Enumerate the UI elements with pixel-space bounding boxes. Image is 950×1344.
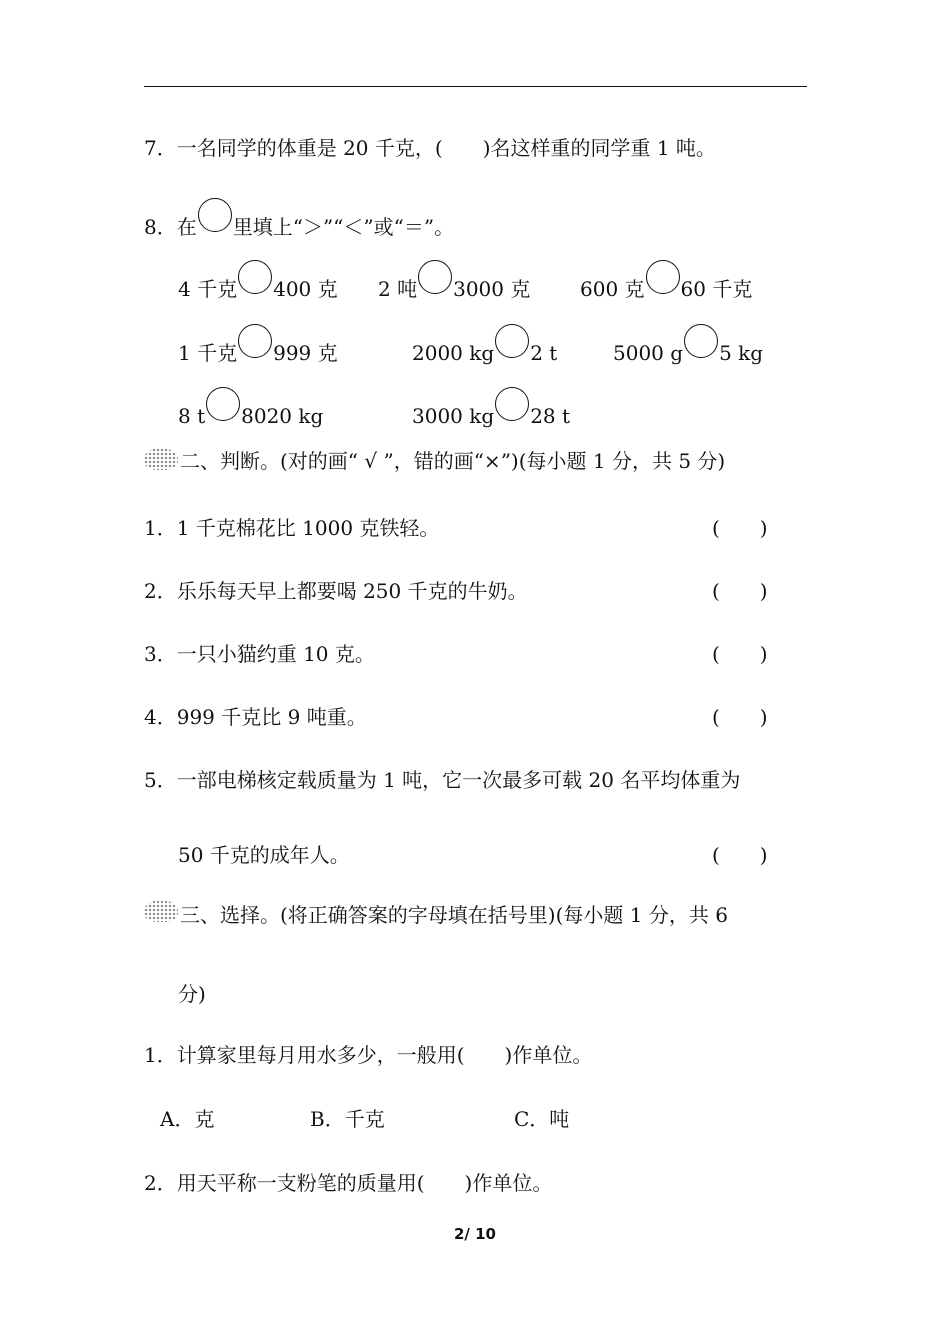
section-3-heading: 三、选择。(将正确答案的字母填在括号里)(每小题 1 分，共 6	[180, 903, 728, 927]
compare-item-3	[580, 260, 752, 302]
compare-right: 5 kg	[719, 341, 764, 365]
section-badge-icon	[144, 448, 178, 470]
compare-right: 8020 kg	[241, 404, 324, 428]
compare-circle-icon[interactable]	[238, 260, 272, 294]
compare-circle-icon[interactable]	[418, 260, 452, 294]
question-7: 7．一名同学的体重是 20 千克，( )名这样重的同学重 1 吨。	[144, 136, 716, 160]
compare-left: 5000 g	[613, 341, 684, 365]
answer-circle-icon	[198, 198, 232, 232]
compare-item-1	[178, 260, 338, 302]
compare-circle-icon[interactable]	[495, 387, 529, 421]
answer-paren[interactable]: ( )	[712, 642, 768, 666]
compare-circle-icon[interactable]	[646, 260, 680, 294]
compare-left: 1 千克	[178, 341, 238, 365]
compare-item-8	[412, 387, 570, 429]
compare-left: 600 克	[580, 277, 645, 301]
judge-item-5-cont: 50 千克的成年人。	[178, 843, 350, 867]
choice-question-1: 1．计算家里每月用水多少，一般用( )作单位。	[144, 1043, 593, 1067]
choice-question-2: 2．用天平称一支粉笔的质量用( )作单位。	[144, 1171, 553, 1195]
compare-item-7	[178, 387, 323, 429]
answer-paren[interactable]: ( )	[712, 516, 768, 540]
question-8-suffix: 里填上“＞”“＜”或“＝”。	[232, 215, 455, 239]
compare-circle-icon[interactable]	[684, 324, 718, 358]
answer-paren[interactable]: ( )	[712, 579, 768, 603]
compare-right: 28 t	[530, 404, 571, 428]
question-8	[144, 198, 454, 240]
option-b[interactable]: B．千克	[310, 1107, 385, 1131]
compare-left: 4 千克	[178, 277, 238, 301]
section-3-heading-cont: 分)	[178, 982, 206, 1006]
header-rule	[144, 86, 807, 87]
compare-right: 3000 克	[453, 277, 531, 301]
compare-left: 8 t	[178, 404, 206, 428]
page-number: 2/ 10	[453, 1225, 496, 1243]
judge-item-3: 3．一只小猫约重 10 克。	[144, 642, 375, 666]
compare-left: 2 吨	[378, 277, 418, 301]
compare-left: 3000 kg	[412, 404, 495, 428]
compare-item-2	[378, 260, 530, 302]
answer-paren[interactable]: ( )	[712, 705, 768, 729]
compare-right: 999 克	[273, 341, 338, 365]
question-8-prefix: 8．在	[144, 215, 197, 239]
compare-circle-icon[interactable]	[238, 324, 272, 358]
answer-paren[interactable]: ( )	[712, 843, 768, 867]
judge-item-1: 1．1 千克棉花比 1000 克铁轻。	[144, 516, 440, 540]
compare-right: 400 克	[273, 277, 338, 301]
compare-item-4	[178, 324, 338, 366]
compare-item-6	[613, 324, 763, 366]
section-badge-icon	[144, 900, 178, 922]
judge-item-4: 4．999 千克比 9 吨重。	[144, 705, 367, 729]
section-2-heading: 二、判断。(对的画“ √ ”，错的画“×”)(每小题 1 分，共 5 分)	[180, 449, 726, 473]
compare-right: 2 t	[530, 341, 558, 365]
compare-circle-icon[interactable]	[206, 387, 240, 421]
compare-left: 2000 kg	[412, 341, 495, 365]
compare-right: 60 千克	[680, 277, 753, 301]
compare-item-5	[412, 324, 557, 366]
compare-circle-icon[interactable]	[495, 324, 529, 358]
judge-item-5: 5．一部电梯核定载质量为 1 吨，它一次最多可载 20 名平均体重为	[144, 768, 741, 792]
option-c[interactable]: C．吨	[514, 1107, 570, 1131]
option-a[interactable]: A．克	[160, 1107, 215, 1131]
judge-item-2: 2．乐乐每天早上都要喝 250 千克的牛奶。	[144, 579, 528, 603]
